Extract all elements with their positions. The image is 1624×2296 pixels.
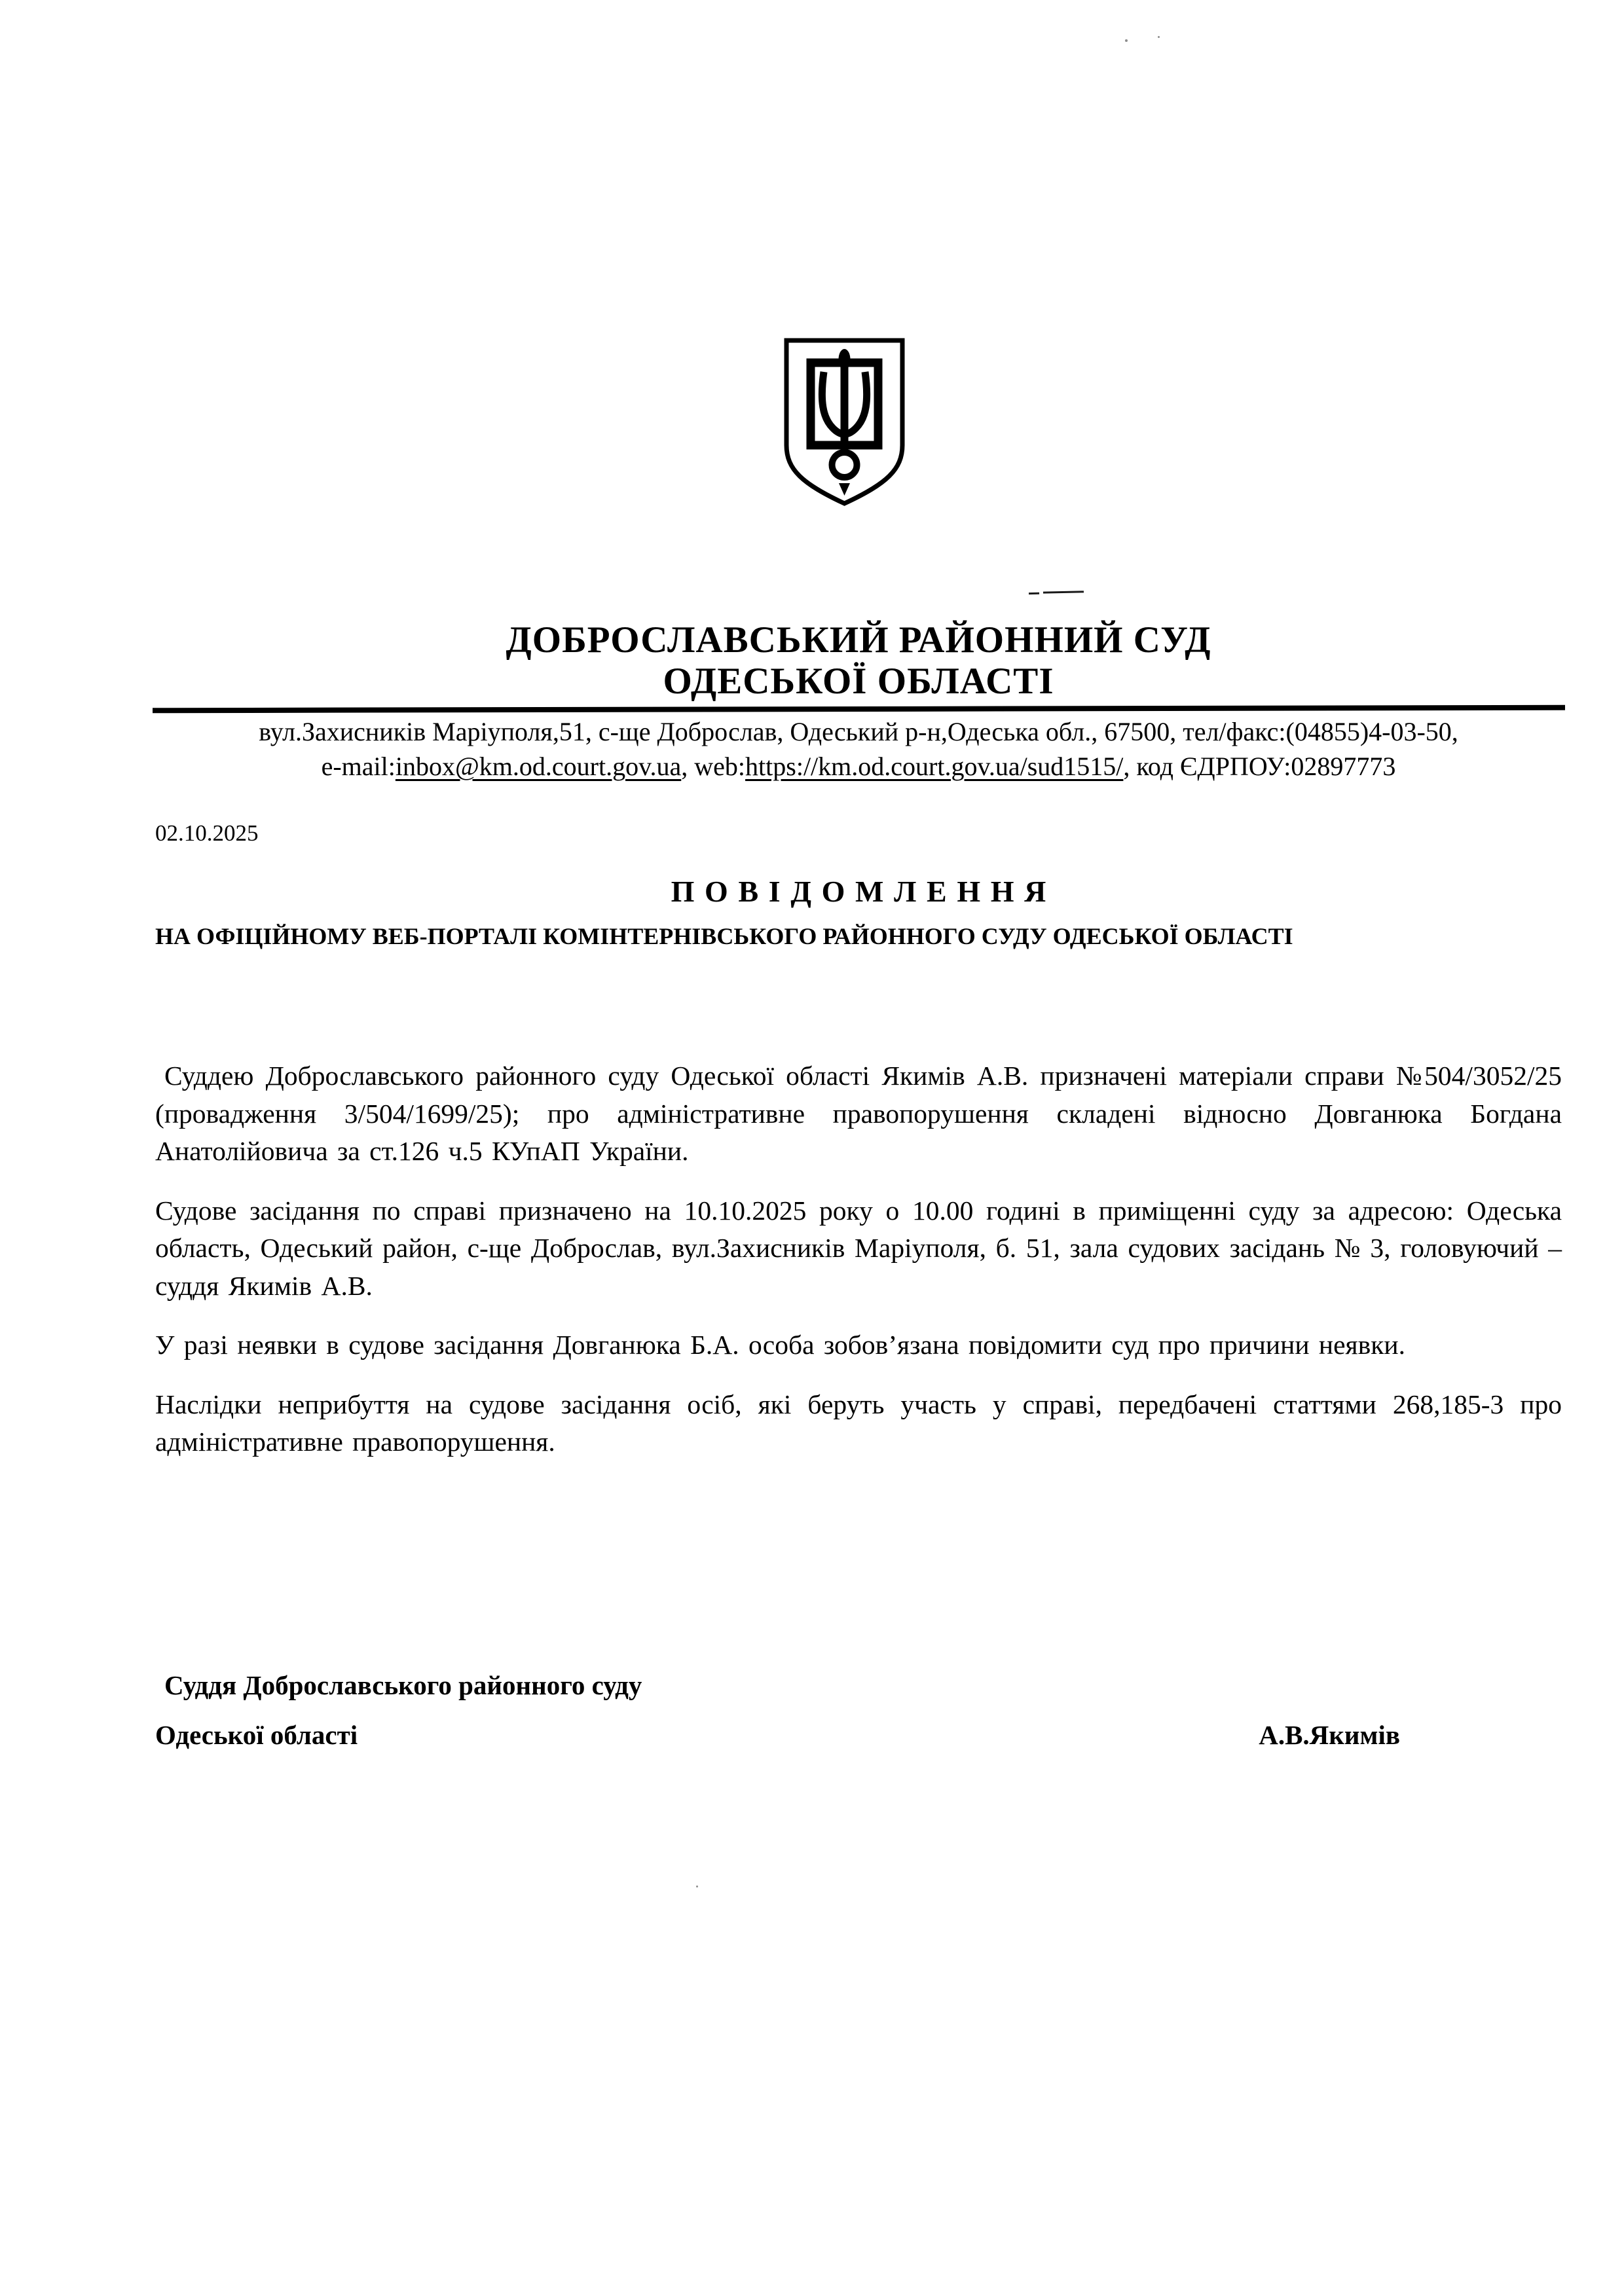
paragraph-case-assignment: Суддею Доброславського районного суду Одеської області Якимів А.В. призначені матеріали справи №504/3052/25 (провадження 3/504/1699/25); про адміністративне правопорушення складені відносно Довганюка Богдана Анатолійовича за ст.126 ч.5 КУпАП України. (155, 1061, 1562, 1166)
email-prefix: e-mail: (321, 752, 396, 781)
court-name-line2: ОДЕСЬКОЇ ОБЛАСТІ (663, 661, 1054, 702)
signature-block (155, 1671, 1562, 1749)
header-divider (153, 705, 1565, 714)
notice-title: ПОВІДОМЛЕННЯ (671, 875, 1057, 908)
paragraph-absence-obligation: У разі неявки в судове засідання Довганюка Б.А. особа зобов’язана повідомити суд про причини неявки. (155, 1330, 1405, 1360)
email-link: inbox@km.od.court.gov.ua (395, 752, 682, 781)
judge-name: А.В.Якимів (1259, 1719, 1400, 1750)
court-name-line1: ДОБРОСЛАВСЬКИЙ РАЙОННИЙ СУД (506, 619, 1211, 661)
paragraph-absence-consequences: Наслідки неприбуття на судове засідання осіб, які беруть участь у справі, передбачені статтями 268,185-3 про адміністративне правопорушення. (155, 1389, 1562, 1457)
web-link: https://km.od.court.gov.ua/sud1515/ (745, 752, 1124, 781)
court-address-block (155, 714, 1562, 784)
court-name (155, 619, 1562, 702)
document-content (155, 0, 1562, 1749)
paragraph-hearing-details: Судове засідання по справі призначено на 10.10.2025 року о 10.00 годині в приміщенні суду за адресою: Одеська область, Одеський район, с-ще Доброслав, вул.Захисників Маріуполя, б. 51, зала судових засідань № 3, головуючий – суддя Якимів А.В. (155, 1195, 1562, 1301)
address-line2 (155, 749, 1562, 784)
signature-title-line2: Одеської області (155, 1719, 358, 1750)
web-separator: , web: (681, 752, 746, 781)
document-date: 02.10.2025 (155, 820, 259, 846)
scan-speck (696, 1886, 698, 1887)
signature-row (155, 1721, 1562, 1749)
signature-title-line1: Суддя Доброславського районного суду (164, 1669, 642, 1700)
notice-subtitle: НА ОФІЦІЙНОМУ ВЕБ-ПОРТАЛІ КОМІНТЕРНІВСЬКОГО РАЙОННОГО СУДУ ОДЕСЬКОЇ ОБЛАСТІ (155, 923, 1293, 949)
edrpou-code: , код ЄДРПОУ:02897773 (1123, 752, 1396, 781)
trident-emblem-icon (777, 335, 912, 511)
address-line1: вул.Захисників Маріуполя,51, с-ще Доброслав, Одеський р-н,Одеська обл., 67500, тел/факс:(04855)4-03-50, (259, 717, 1458, 746)
notice-body (155, 1057, 1562, 1461)
